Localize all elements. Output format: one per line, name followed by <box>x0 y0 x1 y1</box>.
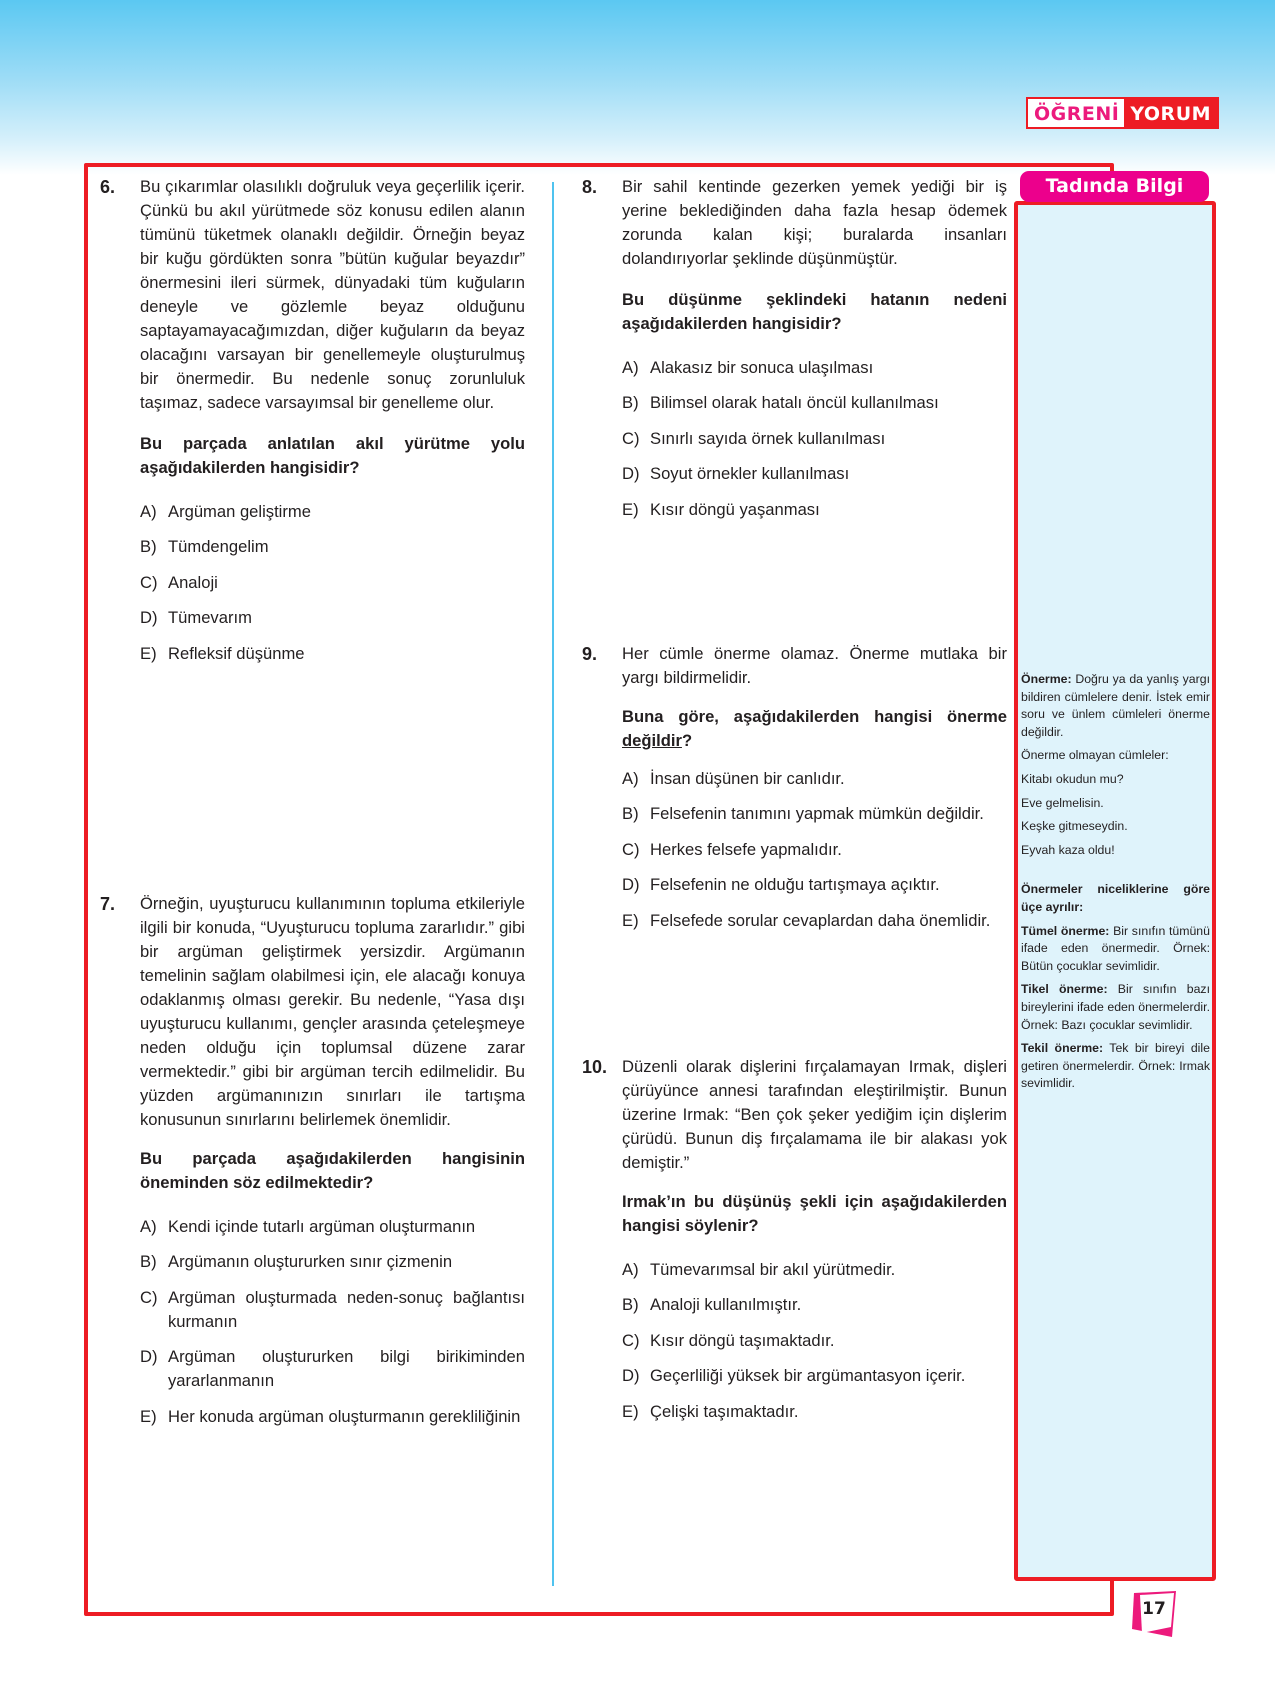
option-text: Tümdengelim <box>168 537 269 557</box>
option-text: Her konuda argüman oluşturmanın gerekliliğinin <box>168 1406 521 1426</box>
option-text: Argüman geliştirme <box>168 502 311 521</box>
option-text: Soyut örnekler kullanılması <box>650 464 850 484</box>
option-letter: A) <box>622 769 639 788</box>
question-prompt-text: Buna göre, aşağıdakilerden hangisi önerme <box>622 707 1007 726</box>
answer-options <box>622 1258 1007 1424</box>
question-body: Bu çıkarımlar olasılıklı doğruluk veya geçerlilik içerir. Çünkü bu akıl yürütmede söz konusu edilen alanın tümünü tüketmek olanaklı değildir. Örneğin beyaz bir kuğu gördükten sonra ”bütün kuğular beyazdır” önermesini ileri sürmek, dünyadaki tüm kuğuların deneyle ve gözlemle beyaz olduğunu saptayamayacağımızdan, diğer kuğuların da beyaz olacağını varsayan bir genellemeyle oluşturulmuş bir önermedir. Bu nedenle sonuç zorunluluk taşımaz, sadece varsayımsal bir genelleme olur. <box>140 177 525 412</box>
answer-option-e[interactable] <box>140 1405 525 1429</box>
term-label: Tümel önerme: <box>1021 923 1110 938</box>
answer-options <box>140 1215 525 1429</box>
option-text: Bilimsel olarak hatalı öncül kullanılması <box>650 393 939 413</box>
term-label: Tikel önerme: <box>1021 982 1108 997</box>
onerme-definition <box>1021 671 1210 741</box>
option-letter: B) <box>622 804 639 824</box>
answer-option-e[interactable] <box>140 642 525 666</box>
option-text: Tümevarım <box>168 608 252 628</box>
answer-option-d[interactable] <box>622 873 1007 897</box>
term-definition: Doğru ya da yanlış yargı bildiren cümlelere denir. İstek emir soru ve ünlem cümleleri önerme değildir. <box>1021 672 1210 739</box>
question-prompt: Bu parçada anlatılan akıl yürütme yolu aşağıdakilerden hangisidir? <box>140 434 525 477</box>
option-text: Geçerliliği yüksek bir argümantasyon içerir. <box>650 1366 966 1386</box>
types-heading-text: Önermeler niceliklerine göre üçe ayrılır: <box>1021 882 1210 914</box>
term-definition: Tek bir bireyi dile getiren önermelerdir. Örnek: Irmak sevimlidir. <box>1021 1041 1210 1091</box>
question-10 <box>582 1055 1007 1435</box>
option-letter: B) <box>140 537 157 557</box>
non-example-item: Eve gelmelisin. <box>1021 795 1104 810</box>
option-letter: A) <box>622 1260 639 1279</box>
question-body: Bir sahil kentinde gezerken yemek yediği bir iş yerine beklediğinden daha fazla hesap ödemek zorunda kalan kişi; buralarda insanları dolandırıyorlar şeklinde düşünmüştür. <box>622 177 1007 268</box>
answer-option-d[interactable] <box>622 462 1007 486</box>
answer-option-a[interactable] <box>622 1258 1007 1282</box>
option-text: Çelişki taşımaktadır. <box>650 1401 799 1421</box>
option-text: Alakasız bir sonuca ulaşılması <box>650 358 874 377</box>
question-prompt: Bu parçada aşağıdakilerden hangisinin öneminden söz edilmektedir? <box>140 1149 525 1192</box>
non-example-item: Kitabı okudun mu? <box>1021 771 1124 786</box>
answer-option-c[interactable] <box>622 427 1007 451</box>
non-example-item: Eyvah kaza oldu! <box>1021 842 1115 857</box>
option-letter: C) <box>622 428 640 448</box>
answer-option-d[interactable] <box>140 606 525 630</box>
non-example-item: Keşke gitmeseydin. <box>1021 819 1128 834</box>
question-body: Düzenli olarak dişlerini fırçalamayan Irmak, dişleri çürüyünce annesi tarafından eleştirilmiştir. Bunun üzerine Irmak: “Ben çok şeker yediğim için dişlerim çürüdü. Bunun diş fırçalamama ile bir alakası yok demiştir.” <box>622 1057 1007 1172</box>
page-number-badge <box>1130 1591 1178 1639</box>
answer-option-e[interactable] <box>622 1400 1007 1424</box>
option-text: Argüman oluşturmada neden-sonuç bağlantısı kurmanın <box>168 1287 525 1331</box>
header-gradient-band <box>0 0 1275 175</box>
onerme-type-tikel <box>1021 981 1210 1034</box>
non-examples-title: Önerme olmayan cümleler: <box>1021 748 1169 763</box>
question-number: 10. <box>582 1057 608 1077</box>
option-letter: E) <box>140 1406 157 1426</box>
brand-logo <box>1026 97 1219 129</box>
option-text: Kısır döngü yaşanması <box>650 499 820 519</box>
question-prompt: Bu düşünme şeklindeki hatanın nedeni aşağıdakilerden hangisidir? <box>622 290 1007 333</box>
question-prompt <box>622 705 1007 753</box>
answer-option-a[interactable] <box>622 767 1007 791</box>
option-letter: D) <box>140 608 158 628</box>
brand-logo-part1: ÖĞRENİ <box>1028 99 1124 127</box>
answer-option-c[interactable] <box>140 571 525 595</box>
option-letter: C) <box>622 1330 640 1350</box>
question-number: 9. <box>582 644 598 664</box>
option-text: Felsefenin ne olduğu tartışmaya açıktır. <box>650 875 940 895</box>
option-text: Sınırlı sayıda örnek kullanılması <box>650 428 886 448</box>
option-letter: E) <box>140 643 157 663</box>
question-prompt: Irmak’ın bu düşünüş şekli için aşağıdakilerden hangisi söylenir? <box>622 1192 1007 1235</box>
term-label: Önerme: <box>1021 672 1072 686</box>
answer-option-c[interactable] <box>622 838 1007 862</box>
option-letter: A) <box>140 1217 157 1236</box>
option-letter: E) <box>622 910 639 930</box>
answer-option-d[interactable] <box>140 1345 525 1393</box>
question-prompt-emphasis: değildir <box>622 731 682 750</box>
question-prompt-end: ? <box>681 731 693 750</box>
question-number: 6. <box>100 177 116 197</box>
option-letter: E) <box>622 1401 639 1421</box>
option-letter: C) <box>140 1287 158 1307</box>
option-text: Refleksif düşünme <box>168 643 305 663</box>
option-text: Herkes felsefe yapmalıdır. <box>650 839 842 859</box>
option-text: Argüman oluştururken bilgi birikiminden yararlanmanın <box>168 1347 525 1391</box>
answer-options <box>622 767 1007 933</box>
question-number: 8. <box>582 177 598 197</box>
option-text: Analoji kullanılmıştır. <box>650 1295 802 1315</box>
option-text: Felsefede sorular cevaplardan daha önemlidir. <box>650 910 991 930</box>
onerme-type-tekil <box>1021 1040 1210 1093</box>
answer-option-b[interactable] <box>140 1250 525 1274</box>
answer-option-b[interactable] <box>622 802 1007 826</box>
option-text: Felsefenin tanımını yapmak mümkün değildir. <box>650 804 984 824</box>
option-text: Argümanın oluştururken sınır çizmenin <box>168 1252 453 1272</box>
answer-option-b[interactable] <box>622 1293 1007 1317</box>
question-6 <box>100 175 525 677</box>
option-letter: B) <box>140 1252 157 1272</box>
option-text: Kendi içinde tutarlı argüman oluşturmanın <box>168 1217 476 1236</box>
column-divider <box>552 182 554 1586</box>
option-letter: D) <box>622 1366 640 1386</box>
option-letter: A) <box>622 358 639 377</box>
question-number: 7. <box>100 894 116 914</box>
info-sidebar-content <box>1021 671 1210 1099</box>
question-7 <box>100 892 525 1440</box>
option-text: Kısır döngü taşımaktadır. <box>650 1330 835 1350</box>
page-number: 17 <box>1142 1599 1166 1619</box>
term-definition: Bir sınıfın tümünü ifade eden önermedir. Örnek: Bütün çocuklar sevimlidir. <box>1021 923 1210 973</box>
option-text: Analoji <box>168 572 218 592</box>
answer-option-c[interactable] <box>622 1329 1007 1353</box>
term-label: Tekil önerme: <box>1021 1041 1104 1056</box>
option-letter: C) <box>140 572 158 592</box>
answer-option-e[interactable] <box>622 498 1007 522</box>
option-letter: E) <box>622 499 639 519</box>
onerme-type-tumel <box>1021 923 1210 976</box>
info-sidebar-title: Tadında Bilgi <box>1020 171 1209 202</box>
question-8 <box>582 175 1007 533</box>
answer-option-d[interactable] <box>622 1364 1007 1388</box>
option-text: İnsan düşünen bir canlıdır. <box>650 769 845 788</box>
option-letter: A) <box>140 502 157 521</box>
question-9 <box>582 642 1007 944</box>
answer-options <box>622 356 1007 522</box>
answer-option-a[interactable] <box>140 1215 525 1239</box>
answer-option-a[interactable] <box>140 500 525 524</box>
answer-option-b[interactable] <box>622 391 1007 415</box>
answer-option-e[interactable] <box>622 909 1007 933</box>
answer-options <box>140 500 525 666</box>
answer-option-a[interactable] <box>622 356 1007 380</box>
term-definition: Bir sınıfın bazı bireylerini ifade eden önermelerdir. Örnek: Bazı çocuklar sevimlidir. <box>1021 982 1210 1032</box>
brand-logo-part2: YORUM <box>1130 103 1212 125</box>
option-letter: B) <box>622 393 639 413</box>
option-letter: D) <box>140 1347 158 1367</box>
answer-option-c[interactable] <box>140 1286 525 1334</box>
question-body: Örneğin, uyuşturucu kullanımının topluma etkileriyle ilgili bir konuda, “Uyuşturucu topluma zararlıdır.” gibi bir argüman geliştirmek yersizdir. Argümanın temelinin sağlam olabilmesi için, ele alacağı konuya odaklanmış olması gerekir. Bu nedenle, “Yasa dışı uyuşturucu kullanımı, gençler arasında çeteleşmeye neden olduğu için toplumsal düzene zarar vermektedir.” gibi bir argüman tercih edilmelidir. Bu yüzden argümanınızın sınırları ile tartışma konusunun sınırlarını belirlemek önemlidir. <box>140 894 525 1129</box>
option-letter: B) <box>622 1295 639 1315</box>
types-heading <box>1021 881 1210 916</box>
spacer <box>1021 865 1210 881</box>
option-letter: C) <box>622 839 640 859</box>
question-body: Her cümle önerme olamaz. Önerme mutlaka bir yargı bildirmelidir. <box>622 644 1007 687</box>
option-letter: D) <box>622 875 640 895</box>
answer-option-b[interactable] <box>140 535 525 559</box>
option-letter: D) <box>622 464 640 484</box>
option-text: Tümevarımsal bir akıl yürütmedir. <box>650 1260 896 1279</box>
